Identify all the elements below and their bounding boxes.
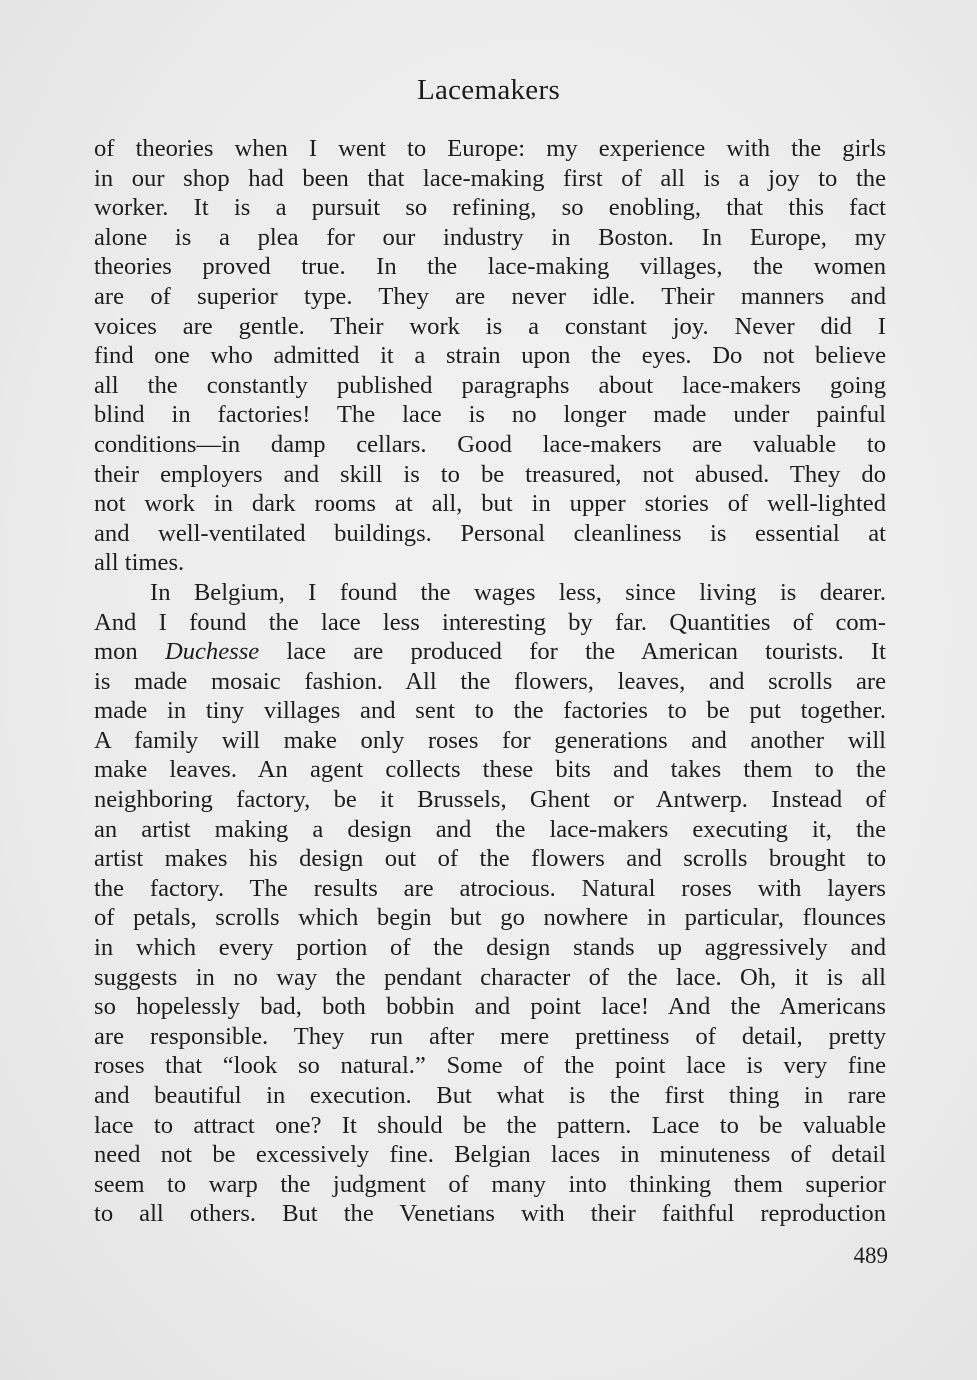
text-line: neighboring factory, be it Brussels, Ghent or Antwerp. Instead of [94,786,886,814]
text-line: theories proved true. In the lace-making villages, the women [94,253,886,281]
paragraph-1 [94,134,886,578]
text-line: are responsible. They run after mere prettiness of detail, pretty [94,1022,886,1050]
text-line: alone is a plea for our industry in Boston. In Europe, my [94,223,886,251]
page-number: 489 [853,1243,888,1268]
text-line: worker. It is a pursuit so refining, so enobling, that this fact [94,194,886,222]
text-line: and well-ventilated buildings. Personal cleanliness is essential at [94,519,886,547]
text-line: suggests in no way the pendant character of the lace. Oh, it is all [94,963,886,991]
text-line: voices are gentle. Their work is a constant joy. Never did I [94,312,886,340]
text-line: in which every portion of the design stands up aggressively and [94,934,886,962]
text-line: And I found the lace less interesting by far. Quantities of com- [94,608,886,636]
text-line: to all others. But the Venetians with their faithful reproduction [94,1200,886,1228]
text-line: find one who admitted it a strain upon the eyes. Do not believe [94,342,886,370]
running-head: Lacemakers [416,74,561,106]
text-line: so hopelessly bad, both bobbin and point lace! And the Americans [94,993,886,1021]
text-line: need not be excessively fine. Belgian laces in minuteness of detail [94,1141,886,1169]
text-line: not work in dark rooms at all, but in upper stories of well-lighted [94,490,886,518]
text-line: of petals, scrolls which begin but go nowhere in particular, flounces [94,904,886,932]
paragraph-2 [94,578,886,1229]
text-line: all the constantly published paragraphs about lace-makers going [94,371,886,399]
text-line: the factory. The results are atrocious. Natural roses with layers [94,874,886,902]
text-line: In Belgium, I found the wages less, since living is dearer. [150,578,886,606]
text-line: in our shop had been that lace-making first of all is a joy to the [94,164,886,192]
text-line: are of superior type. They are never idle. Their manners and [94,282,886,310]
text-line: of theories when I went to Europe: my experience with the girls [94,135,886,162]
text-line: their employers and skill is to be treasured, not abused. They do [94,460,886,488]
body-text [94,134,886,1229]
text-line: artist makes his design out of the flowers and scrolls brought to [94,845,886,873]
text-line: all times. [94,549,185,577]
text-line: lace to attract one? It should be the pattern. Lace to be valuable [94,1111,886,1139]
text-line: is made mosaic fashion. All the flowers, leaves, and scrolls are [94,667,886,695]
text-line: make leaves. An agent collects these bits and takes them to the [94,756,886,784]
text-line: A family will make only roses for generations and another will [94,726,886,754]
text-line: blind in factories! The lace is no longer made under painful [94,401,886,429]
text-line: made in tiny villages and sent to the factories to be put together. [94,697,886,725]
text-line: conditions—in damp cellars. Good lace-makers are valuable to [94,430,886,458]
text-line: roses that “look so natural.” Some of the point lace is very fine [94,1052,886,1080]
text-line: an artist making a design and the lace-makers executing it, the [94,815,886,843]
text-line: mon Duchesse lace are produced for the American tourists. It [94,638,887,666]
text-line: and beautiful in execution. But what is the first thing in rare [94,1082,886,1109]
text-line: seem to warp the judgment of many into thinking them superior [94,1170,886,1198]
